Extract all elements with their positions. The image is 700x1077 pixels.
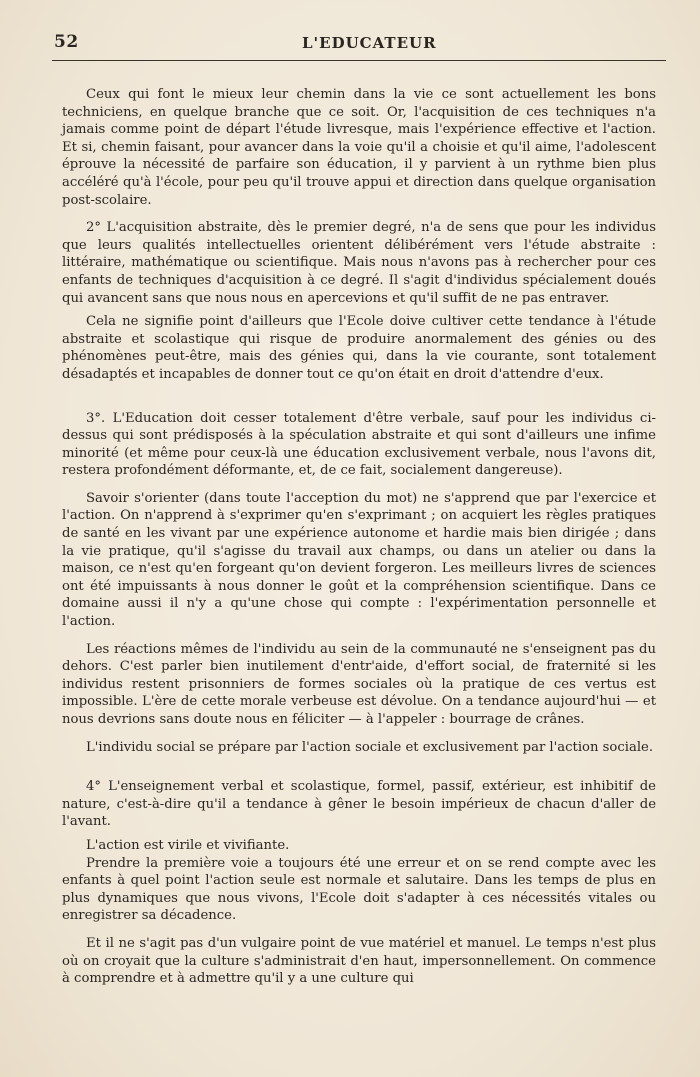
paragraph: L'action est virile et vivifiante. <box>86 837 290 853</box>
paragraph: 3°. L'Education doit cesser totalement d'être verbale, sauf pour les individus ci-dessus qui sont prédisposés à la spéculation abstraite et qui sont d'ailleurs une infime minorité (et même pour ceux-là une éducation exclusivement verbale, nous l'avons dit, restera profondément déformante, et, de ce fait, socialement dangereuse). <box>62 410 656 479</box>
page-number: 52 <box>54 32 79 52</box>
page-header <box>52 32 666 61</box>
paragraph: Prendre la première voie a toujours été une erreur et on se rend compte avec les enfants à quel point l'action seule est normale et salutaire. Dans les temps de plus en plus dynamiques que nous vivons, l'Ecole doit s'adapter à ces nécessités vitales ou enregistrer sa décadence. <box>62 855 656 924</box>
paragraph: Ceux qui font le mieux leur chemin dans la vie ce sont actuellement les bons techniciens, en quelque branche que ce soit. Or, l'acquisition de ces techniques n'a jamais comme point de départ l'étude livresque, mais l'expérience effective et l'action. Et si, chemin faisant, pour avancer dans la voie qu'il a choisie et qu'il aime, l'adolescent éprouve la nécessité de parfaire son éducation, il y parvient à un rythme bien plus accéléré qu'à l'école, pour peu qu'il trouve appui et direction dans quelque organisation post-scolaire. <box>62 87 656 208</box>
paragraph: 4° L'enseignement verbal et scolastique, formel, passif, extérieur, est inhibitif de nature, c'est-à-dire qu'il a tendance à gêner le besoin impérieux de chacun d'aller de l'avant. <box>62 779 656 830</box>
paragraph: Cela ne signifie point d'ailleurs que l'Ecole doive cultiver cette tendance à l'étude abstraite et scolastique qui risque de produire anormalement des génies ou des phénomènes peut-être, mais des génies qui, dans la vie courante, sont totalement désadaptés et incapables de donner tout ce qu'on était en droit d'attendre d'eux. <box>62 314 656 382</box>
paragraph: Les réactions mêmes de l'individu au sein de la communauté ne s'enseignent pas du dehors. C'est parler bien inutilement d'entr'aide, d'effort social, de fraternité si les individus restent prisonniers de formes sociales où la pratique de ces vertus est impossible. L'ère de cette morale verbeuse est dévolue. On a tendance aujourd'hui — et nous devrions sans doute nous en féliciter — à l'appeler : bourrage de crânes. <box>62 641 656 727</box>
paragraph: 2° L'acquisition abstraite, dès le premier degré, n'a de sens que pour les individus que leurs qualités intellectuelles orientent délibérément vers l'étude abstraite : littéraire, mathématique ou scientifique. Mais nous n'avons pas à rechercher pour ces enfants de techniques d'acquisition à ce degré. Il s'agit d'individus spécialement doués qui avancent sans que nous nous en apercevions et qu'il suffit de ne pas entraver. <box>62 220 656 306</box>
paragraph: Savoir s'orienter (dans toute l'acception du mot) ne s'apprend que par l'exercice et l'action. On n'apprend à s'exprimer qu'en s'exprimant ; on acquiert les règles pratiques de santé en les vivant par une expérience autonome et hardie mais bien dirigée ; dans la vie pratique, qu'il s'agisse du travail aux champs, ou dans un atelier ou dans la maison, ce n'est qu'en forgeant qu'on devient forgeron. Les meilleurs livres de sciences ont été impuissants à nous donner le goût et la compréhension scientifique. Dans ce domaine aussi il n'y a qu'une chose qui compte : l'expérimentation personnelle et l'action. <box>62 490 656 630</box>
running-title: L'EDUCATEUR <box>302 34 437 52</box>
paragraph: Et il ne s'agit pas d'un vulgaire point de vue matériel et manuel. Le temps n'est plus où on croyait que la culture s'administrait d'en haut, impersonnellement. On commence à comprendre et à admettre qu'il y a une culture qui <box>62 935 656 987</box>
paragraph: L'individu social se prépare par l'action sociale et exclusivement par l'action sociale. <box>86 739 654 755</box>
article-body <box>62 86 656 988</box>
